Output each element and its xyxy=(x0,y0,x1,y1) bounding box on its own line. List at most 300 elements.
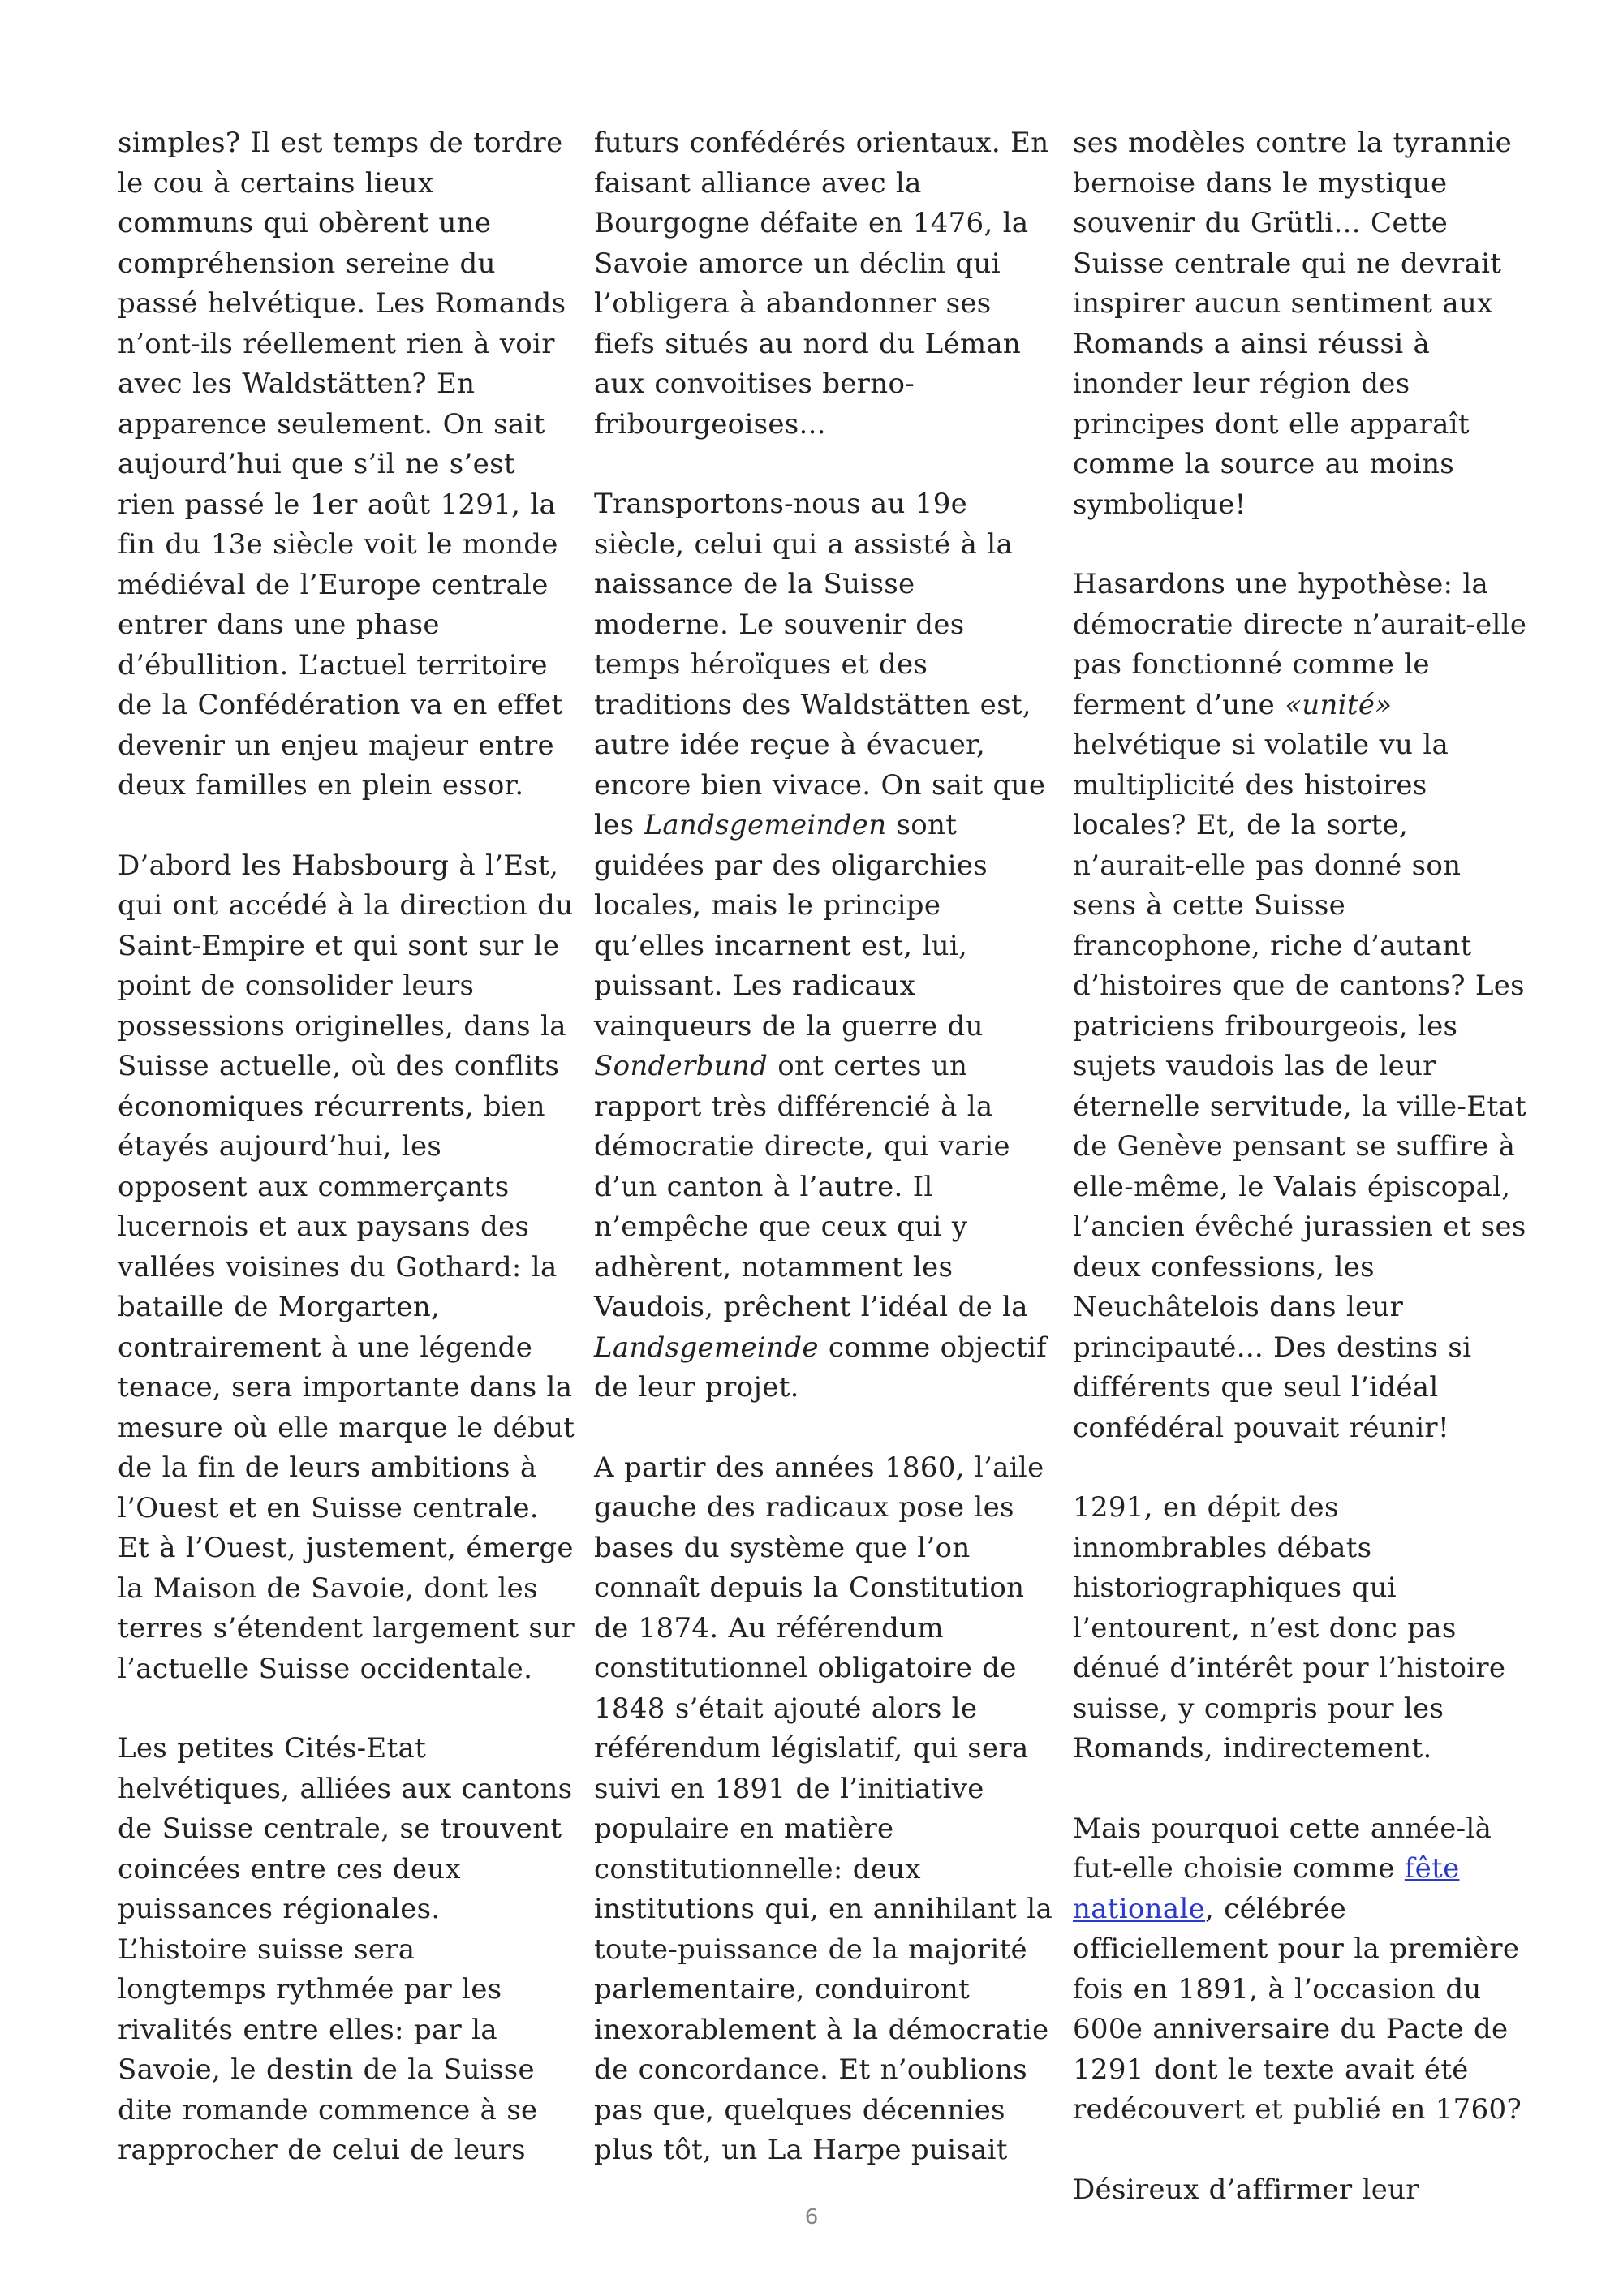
text-segment: parlementaire, conduiront xyxy=(594,1973,971,2006)
text-line xyxy=(1073,886,1527,927)
text-line xyxy=(118,1609,575,1649)
text-segment: l’Ouest et en Suisse centrale. xyxy=(118,1491,539,1524)
text-line xyxy=(118,284,572,325)
text-segment: inonder leur région des xyxy=(1073,368,1410,400)
text-line xyxy=(118,927,572,967)
text-line xyxy=(594,927,1048,967)
text-line xyxy=(1073,966,1527,1007)
text-line xyxy=(594,1207,1048,1248)
text-line xyxy=(594,364,1048,405)
text-segment: , célébrée xyxy=(1205,1892,1347,1925)
text-segment: principauté... Des destins si xyxy=(1073,1331,1472,1364)
text-line xyxy=(118,1448,572,1489)
text-segment: Romands a ainsi réussi à xyxy=(1073,327,1431,360)
text-segment: Vaudois, prêchent l’idéal de la xyxy=(594,1291,1028,1323)
text-line xyxy=(594,966,1048,1007)
text-line xyxy=(594,1809,1048,1850)
text-line xyxy=(1073,1368,1527,1408)
text-line xyxy=(118,1248,572,1288)
text-line xyxy=(118,646,572,686)
text-segment: le cou à certains lieux xyxy=(118,166,434,200)
text-segment: l’ancien évêché jurassien et ses xyxy=(1073,1210,1526,1243)
text-line xyxy=(1073,244,1527,285)
text-segment: aujourd’hui que s’il ne s’est xyxy=(118,448,515,480)
text-line xyxy=(118,1569,572,1610)
text-segment: fiefs situés au nord du Léman xyxy=(594,327,1022,360)
text-segment: souvenir du Grütli... Cette xyxy=(1073,207,1449,239)
text-line xyxy=(118,525,572,565)
text-line xyxy=(118,364,572,405)
text-segment: 1848 s’était ajouté alors le xyxy=(594,1692,978,1725)
text-line xyxy=(1073,284,1527,325)
text-segment: Neuchâtelois dans leur xyxy=(1073,1291,1404,1323)
text-line xyxy=(118,605,572,646)
text-line xyxy=(118,565,572,606)
text-segment: siècle, celui qui a assisté à la xyxy=(594,527,1014,561)
text-line xyxy=(594,284,1048,325)
text-line xyxy=(118,1649,572,1690)
text-line xyxy=(594,1930,1048,1971)
text-line xyxy=(1073,405,1527,445)
text-segment: Romands, indirectement. xyxy=(1073,1732,1432,1765)
text-segment: tenace, sera importante dans la xyxy=(118,1371,573,1404)
text-segment: puissant. Les radicaux xyxy=(594,970,915,1002)
text-segment: rapprocher de celui de leurs xyxy=(118,2134,526,2166)
text-segment: Désireux d’affirmer leur xyxy=(1073,2173,1419,2206)
text-line xyxy=(118,886,572,927)
text-segment: puissances régionales. xyxy=(118,1893,441,1925)
text-segment: fois en 1891, à l’occasion du xyxy=(1073,1972,1482,2006)
text-segment: l’actuelle Suisse occidentale. xyxy=(118,1652,533,1685)
text-segment: de Genève pensant se suffire à xyxy=(1073,1130,1516,1163)
text-line xyxy=(594,1609,1048,1649)
text-line xyxy=(118,2010,572,2051)
text-segment: Suisse centrale qui ne devrait xyxy=(1073,247,1502,280)
text-line xyxy=(1073,1970,1527,2010)
text-segment: référendum législatif, qui sera xyxy=(594,1732,1029,1765)
text-line xyxy=(118,1087,572,1128)
text-segment: mesure où elle marque le début xyxy=(118,1411,575,1444)
text-line xyxy=(1073,1328,1527,1369)
text-segment: éternelle servitude, la ville-Etat xyxy=(1073,1090,1526,1123)
text-segment: 600e anniversaire du Pacte de xyxy=(1073,2013,1509,2045)
text-line xyxy=(1073,1568,1527,1609)
text-line xyxy=(118,1930,572,1971)
text-segment: démocratie directe, qui varie xyxy=(594,1130,1010,1163)
text-segment: qu’elles incarnent est, lui, xyxy=(594,929,968,962)
text-segment: possessions originelles, dans la xyxy=(118,1009,566,1043)
text-line xyxy=(1073,565,1527,605)
text-line xyxy=(594,605,1048,646)
text-segment: inspirer aucun sentiment aux xyxy=(1073,287,1493,320)
paragraph xyxy=(118,1729,572,2171)
text-segment: Savoie, le destin de la Suisse xyxy=(118,2053,535,2086)
text-segment: vainqueurs de la guerre du xyxy=(594,1009,984,1043)
text-line xyxy=(118,1769,572,1810)
text-line xyxy=(594,405,1048,445)
text-segment: futurs confédérés orientaux. En xyxy=(594,127,1049,159)
text-segment: connaît depuis la Constitution xyxy=(594,1572,1025,1604)
text-segment: comme la source au moins xyxy=(1073,448,1455,480)
text-line xyxy=(118,1729,572,1769)
text-line xyxy=(594,1127,1048,1167)
text-segment: vallées voisines du Gothard: la xyxy=(118,1250,558,1283)
text-line xyxy=(594,2130,1048,2171)
text-segment: plus tôt, un La Harpe puisait xyxy=(594,2134,1008,2166)
text-line xyxy=(594,484,1048,525)
text-segment: naissance de la Suisse xyxy=(594,568,915,600)
text-segment: Suisse actuelle, où des conflits xyxy=(118,1050,560,1082)
paragraph xyxy=(594,123,1048,445)
text-segment: étayés aujourd’hui, les xyxy=(118,1130,442,1163)
text-line xyxy=(118,1207,572,1248)
text-segment: lucernois et aux paysans des xyxy=(118,1210,530,1243)
text-line xyxy=(594,1087,1048,1128)
text-line xyxy=(118,405,572,445)
text-line xyxy=(1073,1007,1527,1047)
text-line xyxy=(594,725,1048,766)
text-line xyxy=(1073,1809,1527,1850)
text-line xyxy=(118,1408,575,1449)
text-line xyxy=(1073,927,1527,967)
text-segment: médiéval de l’Europe centrale xyxy=(118,568,549,601)
text-segment: ferment d’une xyxy=(1073,688,1285,721)
text-segment: adhèrent, notamment les xyxy=(594,1250,954,1283)
paragraph xyxy=(1073,2170,1527,2211)
text-line xyxy=(594,806,1048,846)
text-line xyxy=(118,1288,572,1328)
text-segment: dite romande commence à se xyxy=(118,2093,538,2126)
text-segment: passé helvétique. Les Romands xyxy=(118,287,566,320)
text-line xyxy=(1073,1167,1527,1208)
text-line xyxy=(1073,123,1527,164)
italic-text: Sonderbund xyxy=(594,1050,768,1082)
text-segment: bases du système que l’on xyxy=(594,1531,971,1564)
text-segment: Savoie amorce un déclin qui xyxy=(594,247,1001,280)
text-line xyxy=(594,686,1048,726)
text-segment: de la fin de leurs ambitions à xyxy=(118,1451,537,1484)
text-segment: constitutionnelle: deux xyxy=(594,1852,921,1885)
text-segment: locales? Et, de la sorte, xyxy=(1073,809,1409,841)
text-line xyxy=(1073,2170,1527,2211)
text-segment: deux confessions, les xyxy=(1073,1250,1375,1283)
text-line xyxy=(594,1007,1048,1047)
text-line xyxy=(594,325,1048,365)
text-segment: longtemps rythmée par les xyxy=(118,1973,502,2006)
text-line xyxy=(1073,1849,1527,1890)
text-line xyxy=(594,1769,1048,1810)
text-segment: guidées par des oligarchies xyxy=(594,849,988,882)
text-line xyxy=(118,244,572,285)
text-segment: d’un canton à l’autre. Il xyxy=(594,1170,933,1203)
italic-text: «unité» xyxy=(1285,688,1393,721)
text-segment: démocratie directe n’aurait-elle xyxy=(1073,608,1527,641)
text-segment: L’histoire suisse sera xyxy=(118,1933,415,1966)
text-segment: les xyxy=(594,809,644,841)
text-line xyxy=(118,1850,572,1890)
text-segment: point de consolider leurs xyxy=(118,970,475,1002)
text-line xyxy=(1073,1729,1527,1769)
text-line xyxy=(594,1488,1048,1529)
text-segment: sont xyxy=(886,809,958,841)
text-segment: bataille de Morgarten, xyxy=(118,1291,441,1323)
fete-nationale-link[interactable]: fête xyxy=(1404,1852,1460,1885)
text-column-1 xyxy=(118,123,575,2171)
text-segment: autre idée reçue à évacuer, xyxy=(594,729,986,761)
text-segment: confédéral pouvait réunir! xyxy=(1073,1411,1449,1444)
text-segment: rivalités entre elles: par la xyxy=(118,2013,497,2046)
text-segment: d’histoires que de cantons? Les xyxy=(1073,970,1525,1002)
paragraph xyxy=(118,123,572,806)
text-line xyxy=(1073,1087,1527,1128)
text-segment: 1291, en dépit des xyxy=(1073,1491,1339,1524)
text-segment: d’ébullition. L’actuel territoire xyxy=(118,648,548,681)
text-line xyxy=(118,1809,572,1850)
text-segment: aux convoitises berno- xyxy=(594,368,915,400)
text-line xyxy=(118,1328,572,1369)
text-line xyxy=(118,1529,572,1569)
text-line xyxy=(594,1689,1048,1730)
text-segment: ses modèles contre la tyrannie xyxy=(1073,127,1513,159)
text-segment: simples? Il est temps de tordre xyxy=(118,127,563,159)
text-line xyxy=(1073,164,1527,204)
text-segment: n’empêche que ceux qui y xyxy=(594,1210,968,1243)
text-segment: l’obligera à abandonner ses xyxy=(594,287,992,320)
text-line xyxy=(118,1007,572,1047)
fete-nationale-link[interactable]: nationale xyxy=(1073,1892,1206,1925)
text-segment: gauche des radicaux pose les xyxy=(594,1491,1014,1524)
text-line xyxy=(594,766,1048,806)
text-segment: Transportons-nous au 19e xyxy=(594,488,968,520)
text-line xyxy=(1073,1529,1527,1569)
text-line xyxy=(594,1167,1048,1208)
text-line xyxy=(594,886,1048,927)
text-segment: Les petites Cités-Etat xyxy=(118,1732,427,1765)
text-line xyxy=(1073,485,1527,526)
text-segment: communs qui obèrent une xyxy=(118,207,492,239)
text-segment: helvétiques, alliées aux cantons xyxy=(118,1772,573,1805)
text-line xyxy=(1073,1649,1527,1689)
text-line xyxy=(594,1850,1048,1890)
text-segment: inexorablement à la démocratie xyxy=(594,2013,1049,2046)
text-line xyxy=(118,966,572,1007)
text-segment: comme objectif xyxy=(818,1331,1048,1364)
text-line xyxy=(1073,1689,1527,1730)
text-line xyxy=(1073,1288,1527,1328)
text-line xyxy=(1073,766,1527,806)
text-segment: de la Confédération va en effet xyxy=(118,689,563,721)
text-segment: Bourgogne défaite en 1476, la xyxy=(594,207,1029,239)
text-line xyxy=(1073,364,1527,405)
text-segment: entrer dans une phase xyxy=(118,608,440,641)
text-line xyxy=(118,1368,572,1408)
text-line xyxy=(118,686,572,726)
text-line xyxy=(1073,1890,1527,1930)
italic-text: Landsgemeinde xyxy=(594,1331,819,1364)
text-line xyxy=(594,2091,1048,2131)
text-segment: coincées entre ces deux xyxy=(118,1852,461,1885)
text-segment: différents que seul l’idéal xyxy=(1073,1371,1439,1404)
text-line xyxy=(1073,645,1527,686)
text-line xyxy=(1073,806,1527,846)
text-segment: temps héroïques et des xyxy=(594,648,928,681)
text-segment: de Suisse centrale, se trouvent xyxy=(118,1812,562,1845)
text-line xyxy=(118,204,572,244)
text-segment: contrairement à une légende xyxy=(118,1331,533,1364)
text-line xyxy=(594,1729,1048,1769)
text-line xyxy=(594,1368,1048,1408)
text-line xyxy=(594,1448,1048,1489)
text-line xyxy=(118,325,572,365)
text-line xyxy=(1073,204,1527,244)
text-line xyxy=(1073,445,1527,485)
text-line xyxy=(1073,1408,1527,1449)
text-column-3 xyxy=(1073,123,1527,2210)
text-segment: historiographiques qui xyxy=(1073,1572,1397,1604)
text-segment: institutions qui, en annihilant la xyxy=(594,1893,1053,1925)
text-line xyxy=(594,1047,1048,1087)
text-line xyxy=(594,204,1048,244)
text-line xyxy=(594,164,1048,204)
text-segment: bernoise dans le mystique xyxy=(1073,166,1448,200)
text-line xyxy=(1073,1488,1527,1529)
italic-text: Landsgemeinden xyxy=(644,809,887,841)
text-segment: 1291 dont le texte avait été xyxy=(1073,2053,1469,2086)
text-line xyxy=(1073,725,1527,766)
text-segment: de leur projet. xyxy=(594,1371,799,1404)
text-segment: moderne. Le souvenir des xyxy=(594,608,965,641)
text-line xyxy=(1073,325,1527,365)
text-line xyxy=(1073,1127,1527,1167)
text-segment: l’entourent, n’est donc pas xyxy=(1073,1611,1457,1645)
text-line xyxy=(1073,2050,1527,2091)
paragraph xyxy=(1073,565,1527,1448)
text-segment: helvétique si volatile vu la xyxy=(1073,729,1449,761)
paragraph xyxy=(594,484,1048,1408)
paragraph xyxy=(1073,1809,1527,2130)
text-segment: Saint-Empire et qui sont sur le xyxy=(118,929,560,962)
text-line xyxy=(118,485,572,526)
text-segment: multiplicité des histoires xyxy=(1073,768,1427,802)
text-line xyxy=(1073,605,1527,646)
text-line xyxy=(118,726,572,767)
text-segment: la Maison de Savoie, dont les xyxy=(118,1572,538,1605)
text-segment: fribourgeoises... xyxy=(594,407,826,441)
text-column-2 xyxy=(594,123,1053,2171)
text-segment: pas fonctionné comme le xyxy=(1073,648,1430,681)
text-segment: innombrables débats xyxy=(1073,1531,1372,1564)
text-segment: qui ont accédé à la direction du xyxy=(118,889,574,922)
text-segment: sens à cette Suisse xyxy=(1073,889,1345,922)
text-segment: elle-même, le Valais épiscopal, xyxy=(1073,1170,1511,1203)
paragraph xyxy=(594,1448,1053,2171)
text-line xyxy=(118,1167,572,1208)
text-segment: pas que, quelques décennies xyxy=(594,2093,1005,2126)
text-line xyxy=(118,1047,572,1087)
text-segment: toute-puissance de la majorité xyxy=(594,1933,1027,1966)
text-line xyxy=(594,1890,1053,1930)
text-segment: Mais pourquoi cette année-là xyxy=(1073,1812,1492,1845)
text-segment: de concordance. Et n’oublions xyxy=(594,2053,1027,2086)
text-segment: principes dont elle apparaît xyxy=(1073,407,1470,441)
text-segment: apparence seulement. On sait xyxy=(118,407,545,441)
text-line xyxy=(594,1529,1048,1569)
text-segment: deux familles en plein essor. xyxy=(118,769,524,802)
text-line xyxy=(594,846,1048,887)
text-segment: rapport très différencié à la xyxy=(594,1090,993,1123)
page-number: 6 xyxy=(804,2205,819,2229)
text-line xyxy=(1073,2090,1527,2130)
text-line xyxy=(118,1970,572,2010)
text-line xyxy=(1073,1207,1527,1248)
text-line xyxy=(1073,1047,1527,1087)
text-segment: patriciens fribourgeois, les xyxy=(1073,1009,1458,1043)
text-line xyxy=(594,2050,1048,2091)
text-line xyxy=(1073,1248,1527,1288)
text-line xyxy=(594,565,1048,605)
text-line xyxy=(594,1649,1048,1689)
text-line xyxy=(594,1328,1048,1369)
text-line xyxy=(1073,1929,1527,1970)
text-segment: encore bien vivace. On sait que xyxy=(594,768,1046,802)
text-line xyxy=(594,1288,1048,1328)
text-segment: compréhension sereine du xyxy=(118,247,496,280)
text-segment: symbolique! xyxy=(1073,488,1246,521)
text-segment: économiques récurrents, bien xyxy=(118,1090,545,1123)
text-line xyxy=(594,645,1048,686)
text-line xyxy=(118,2130,572,2171)
text-line xyxy=(1073,686,1527,726)
text-segment: D’abord les Habsbourg à l’Est, xyxy=(118,849,559,882)
text-line xyxy=(118,1489,572,1529)
text-segment: suisse, y compris pour les xyxy=(1073,1692,1444,1725)
text-segment: officiellement pour la première xyxy=(1073,1933,1520,1965)
text-segment: constitutionnel obligatoire de xyxy=(594,1652,1017,1684)
text-line xyxy=(118,445,572,485)
text-line xyxy=(118,846,572,887)
text-line xyxy=(118,766,572,806)
text-segment: n’aurait-elle pas donné son xyxy=(1073,849,1462,882)
text-segment: suivi en 1891 de l’initiative xyxy=(594,1772,984,1805)
text-segment: fut-elle choisie comme xyxy=(1073,1852,1405,1885)
text-segment: locales, mais le principe xyxy=(594,889,941,922)
text-line xyxy=(594,1568,1048,1609)
text-segment: sujets vaudois las de leur xyxy=(1073,1050,1436,1082)
text-line xyxy=(594,123,1048,164)
text-segment: devenir un enjeu majeur entre xyxy=(118,729,554,762)
text-segment: fin du 13e siècle voit le monde xyxy=(118,528,558,561)
paragraph xyxy=(1073,1488,1527,1769)
text-line xyxy=(118,1127,572,1167)
text-segment: n’ont-ils réellement rien à voir xyxy=(118,327,555,360)
text-segment: ont certes un xyxy=(768,1050,968,1082)
text-line xyxy=(594,1248,1048,1288)
text-line xyxy=(118,2050,572,2091)
text-segment: terres s’étendent largement sur xyxy=(118,1612,575,1645)
text-segment: traditions des Waldstätten est, xyxy=(594,688,1031,721)
text-segment: faisant alliance avec la xyxy=(594,166,922,200)
paragraph xyxy=(118,846,575,1690)
text-segment: avec les Waldstätten? En xyxy=(118,368,476,400)
text-segment: francophone, riche d’autant xyxy=(1073,929,1472,962)
text-segment: rien passé le 1er août 1291, la xyxy=(118,488,557,521)
text-segment: Hasardons une hypothèse: la xyxy=(1073,568,1489,600)
text-segment: de 1874. Au référendum xyxy=(594,1611,944,1645)
text-line xyxy=(1073,2010,1527,2050)
text-segment: opposent aux commerçants xyxy=(118,1170,510,1203)
text-line xyxy=(118,1890,572,1930)
text-line xyxy=(594,1970,1048,2010)
